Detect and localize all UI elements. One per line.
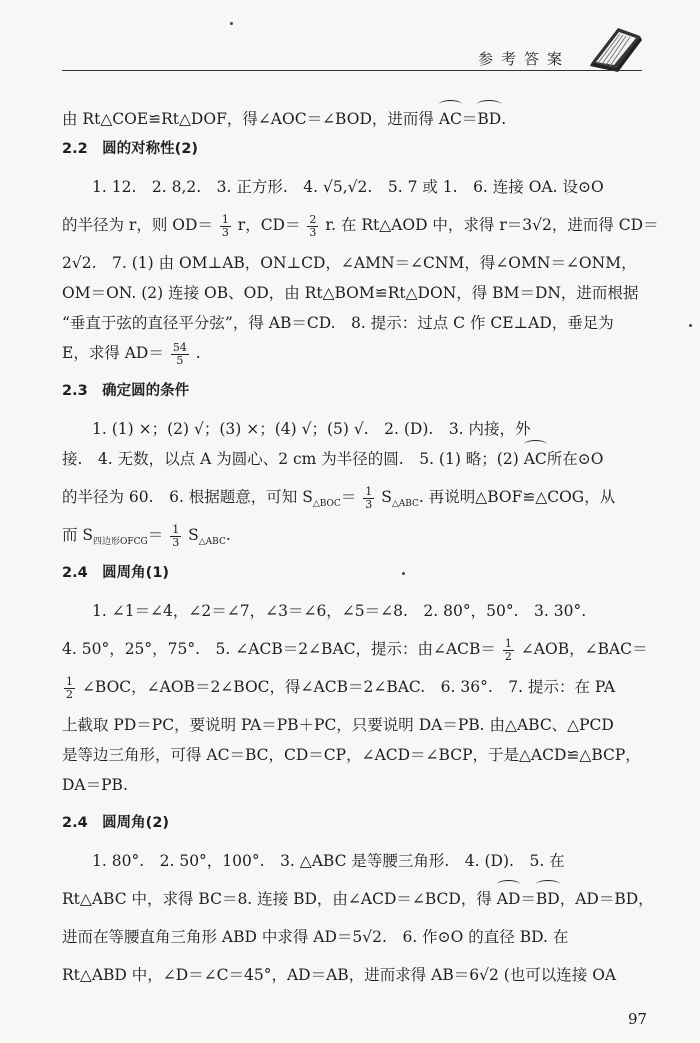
text-line [62,482,640,512]
line-text: ＝ [461,110,478,128]
text-line: 1. 12. 2. 8,2. 3. 正方形. 4. √5,√2. 5. 7 或 1. 6. 连接 OA. 设⊙O [92,178,604,196]
text-line: 进而在等腰直角三角形 ABD 中求得 AD＝5√2. 6. 作⊙O 的直径 BD. 在 [62,928,569,946]
line-text: ＝ [147,526,164,544]
line-text: 由 Rt△COE≌Rt△DOF，得∠AOC＝∠BOD，进而得 [62,110,439,128]
line-text: 4. 50°，25°，75°. 5. ∠ACB＝2∠BAC，提示：由∠ACB＝ [62,640,496,658]
subscript: △BOC [312,499,341,510]
line-text: 而 S [62,526,94,544]
subscript: 四边形OFCG [93,537,148,548]
line-text: r，CD＝ [237,216,301,234]
subscript: △ABC [391,499,419,510]
line-text: Rt△ABC 中，求得 BC＝8. 连接 BD，由∠ACD＝∠BCD，得 [62,890,497,908]
section-heading: 2.2 圆的对称性(2) [62,141,199,157]
text-line [62,338,640,368]
text-line: 1. (1) ×；(2) √；(3) ×；(4) √；(5) √. 2. (D). 3. 内接，外 [92,420,531,438]
text-line: 2√2. 7. (1) 由 OM⊥AB，ON⊥CD，∠AMN＝∠CNM，得∠OMN＝∠ONM， [62,254,637,272]
fraction: $\frac{1}{3}$ [365,484,373,511]
line-text: 的半径为 r，则 OD＝ [62,216,213,234]
answer-content [62,104,659,990]
header-label: 参考答案 [478,50,571,68]
text-line: 1. ∠1＝∠4，∠2＝∠7，∠3＝∠6，∠5＝∠8. 2. 80°，50°. 3. 30°. [92,602,587,620]
arc-label: AC [439,104,462,134]
fraction: $\frac{1}{3}$ [221,212,229,239]
fraction: $\frac{1}{2}$ [504,636,512,663]
page-number: 97 [628,1010,648,1028]
text-line: Rt△ABD 中，∠D＝∠C＝45°，AD＝AB，进而求得 AB＝6√2 (也可以连接 OA [62,966,617,984]
text-line [62,104,640,134]
line-text: . [225,526,231,544]
text-line [62,672,640,702]
line-text: E，求得 AD＝ [62,344,164,362]
arc-label: AD [497,884,521,914]
line-text: 接. 4. 无数，以点 A 为圆心、2 cm 为半径的圆. 5. (1) 略；(2) [62,450,524,468]
fraction: $\frac{1}{2}$ [66,674,73,701]
arc-label: BD [477,104,501,134]
arc-label: AC [524,444,547,474]
speck-mark [402,572,405,575]
section-heading: 2.4 圆周角(1) [62,565,170,581]
line-text: . [195,344,201,362]
speck-mark [689,324,692,327]
text-line: DA＝PB. [62,776,128,794]
text-line: 是等边三角形，可得 AC＝BC，CD＝CP，∠ACD＝∠BCP，于是△ACD≌△BCP， [62,746,641,764]
subscript: △ABC [198,537,226,548]
section-heading: 2.4 圆周角(2) [62,815,170,831]
section-heading: 2.3 确定圆的条件 [62,383,190,399]
line-text: 所在⊙O [546,450,604,468]
line-text: S [188,526,199,544]
text-line [62,884,654,914]
text-line [62,634,648,664]
line-text: S [381,488,392,506]
line-text: . [501,110,507,128]
text-line: OM＝ON. (2) 连接 OB、OD，由 Rt△BOM≌Rt△DON，得 BM＝DN，进而根据 [62,284,639,302]
fraction: $\frac{54}{5}$ [172,340,187,367]
line-text: ∠BOC，∠AOB＝2∠BOC，得∠ACB＝2∠BAC. 6. 36°. 7. 提示：在 PA [81,678,616,696]
header-rule [62,70,642,71]
line-text: . 再说明△BOF≌△COG，从 [418,488,616,506]
text-line [62,520,640,550]
text-line: 上截取 PD＝PC，要说明 PA＝PB＋PC，只要说明 DA＝PB. 由△ABC、△PCD [62,716,614,734]
text-line: “垂直于弦的直径平分弦”，得 AB＝CD. 8. 提示：过点 C 作 CE⊥AD，垂足为 [62,314,614,332]
line-text: ∠AOB，∠BAC＝ [520,640,648,658]
speck-mark [230,22,233,25]
line-text: 的半径为 60. 6. 根据题意，可知 S [62,488,313,506]
fraction: $\frac{1}{3}$ [172,522,180,549]
arc-label: BD [536,884,560,914]
text-line: 1. 80°. 2. 50°，100°. 3. △ABC 是等腰三角形. 4. (D). 5. 在 [92,852,565,870]
line-text: r. 在 Rt△AOD 中，求得 r＝3√2，进而得 CD＝ [325,216,659,234]
text-line [62,210,659,240]
line-text: ，AD＝BD， [559,890,654,908]
line-text: ＝ [340,488,357,506]
line-text: ＝ [520,890,536,908]
text-line [62,444,640,474]
fraction: $\frac{2}{3}$ [309,212,317,239]
book-icon [588,22,644,72]
